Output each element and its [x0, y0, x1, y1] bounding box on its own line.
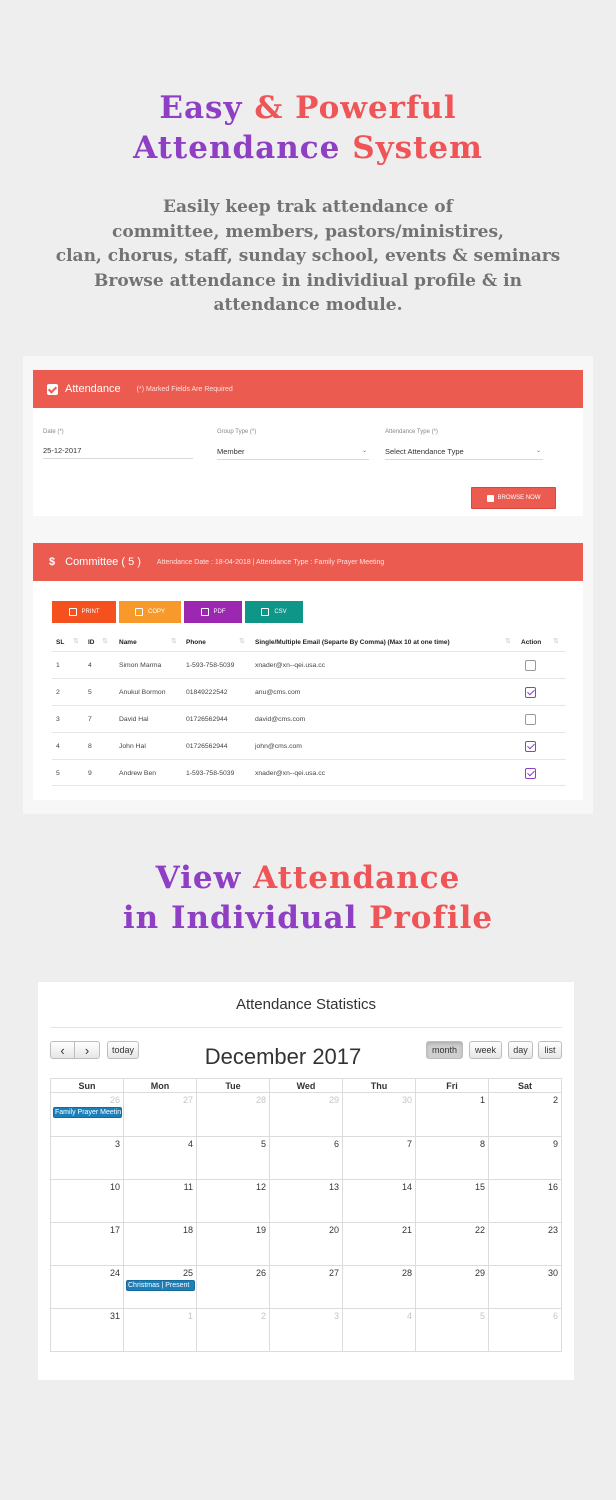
dollar-icon: $: [49, 556, 56, 568]
calendar-day[interactable]: [196, 1309, 269, 1351]
pdf-file-icon: [201, 608, 209, 616]
hero-heading-line1: [0, 88, 616, 128]
day-number: 28: [401, 1268, 412, 1278]
cell-sl: 5: [56, 770, 60, 777]
cell-name: Anukul Bormon: [119, 689, 166, 696]
day-number: 20: [328, 1225, 339, 1235]
day-number: 11: [183, 1182, 193, 1192]
calendar-day[interactable]: [269, 1266, 342, 1308]
day-number: 27: [182, 1095, 193, 1105]
calendar-day[interactable]: [123, 1137, 196, 1179]
weekday-label: Fri: [415, 1079, 488, 1092]
weekday-label: Sat: [488, 1079, 561, 1092]
calendar-week: [51, 1308, 561, 1351]
button-label: CSV: [274, 609, 287, 615]
day-number: 26: [255, 1268, 266, 1278]
cell-id: 5: [88, 689, 92, 696]
cell-email: anu@cms.com: [255, 689, 301, 696]
calendar-day[interactable]: [123, 1223, 196, 1265]
calendar-day[interactable]: [415, 1093, 488, 1136]
panel-title: Attendance: [65, 383, 121, 395]
col-header-phone[interactable]: Phone: [186, 639, 206, 646]
calendar-day[interactable]: [415, 1137, 488, 1179]
calendar-title: Attendance Statistics: [235, 996, 377, 1013]
heading-word: System: [352, 130, 483, 166]
group-type-label: Group Type (*): [217, 429, 257, 435]
col-header-name[interactable]: Name: [119, 639, 137, 646]
calendar-day[interactable]: [342, 1180, 415, 1222]
calendar-day[interactable]: [123, 1266, 196, 1308]
cell-email: david@cms.com: [255, 716, 306, 723]
calendar-day[interactable]: [51, 1266, 123, 1308]
attendance-type-value: Select Attendance Type: [385, 447, 464, 456]
browse-now-button[interactable]: [471, 487, 556, 509]
day-number: 21: [401, 1225, 412, 1235]
calendar-day[interactable]: [342, 1223, 415, 1265]
calendar-day[interactable]: [196, 1180, 269, 1222]
hero-heading-line2: [0, 128, 616, 168]
weekday-label: Thu: [342, 1079, 415, 1092]
attendance-checkbox[interactable]: [525, 714, 536, 725]
profile-heading-line1: [0, 858, 616, 898]
chevron-down-icon: ⌄: [361, 448, 367, 454]
cell-phone: 1-593-758-5039: [186, 662, 235, 669]
day-number: 30: [547, 1268, 558, 1278]
button-label: day: [513, 1045, 528, 1055]
cell-name: Andrew Ben: [119, 770, 157, 777]
calendar-day[interactable]: [51, 1093, 123, 1136]
cell-sl: 3: [56, 716, 60, 723]
weekday-label: Mon: [123, 1079, 196, 1092]
calendar-event[interactable]: Christmas | Present: [126, 1280, 195, 1291]
cell-phone: 01726562944: [186, 743, 228, 750]
day-number: 22: [474, 1225, 485, 1235]
pdf-button[interactable]: [184, 601, 242, 623]
day-number: 26: [109, 1095, 120, 1105]
calendar-day[interactable]: [488, 1223, 561, 1265]
divider: [50, 1027, 562, 1028]
sort-icon[interactable]: ⇅: [553, 638, 559, 645]
calendar-day[interactable]: [51, 1180, 123, 1222]
calendar-day[interactable]: [415, 1266, 488, 1308]
copy-icon: [135, 608, 143, 616]
button-label: today: [111, 1045, 135, 1055]
day-number: 19: [255, 1225, 266, 1235]
calendar-day[interactable]: [51, 1223, 123, 1265]
day-number: 9: [552, 1139, 558, 1149]
button-label: month: [431, 1045, 457, 1055]
group-type-value: Member: [217, 447, 245, 456]
day-number: 3: [333, 1311, 339, 1321]
day-view-button[interactable]: [508, 1041, 533, 1059]
day-number: 1: [187, 1311, 193, 1321]
checklist-icon: [47, 384, 58, 395]
weekday-header: [51, 1079, 561, 1093]
printer-icon: [69, 608, 77, 616]
print-button[interactable]: [52, 601, 116, 623]
sort-icon[interactable]: ⇅: [73, 638, 79, 645]
table-row: [52, 732, 566, 759]
intro-text: [0, 195, 616, 318]
attendance-checkbox[interactable]: [525, 660, 536, 671]
calendar-day[interactable]: [196, 1137, 269, 1179]
heading-word: Attendance: [253, 860, 461, 896]
attendance-statistics-card: [38, 982, 574, 1380]
date-input[interactable]: [43, 446, 193, 459]
attendance-form-card: [33, 370, 583, 516]
calendar-day[interactable]: [342, 1309, 415, 1351]
date-label: Date (*): [43, 429, 64, 435]
calendar-day[interactable]: [123, 1180, 196, 1222]
calendar-day[interactable]: [415, 1180, 488, 1222]
heading-word: Profile: [369, 900, 494, 936]
attendance-checkbox[interactable]: [525, 768, 536, 779]
day-number: 18: [182, 1225, 193, 1235]
weekday-label: Wed: [269, 1079, 342, 1092]
heading-word: in Individual: [122, 900, 358, 936]
cell-name: Simon Marma: [119, 662, 162, 669]
intro-line: clan, chorus, staff, sunday school, events & seminars: [55, 246, 561, 266]
day-number: 5: [260, 1139, 266, 1149]
calendar-week: [51, 1136, 561, 1179]
button-label: COPY: [147, 609, 165, 615]
chevron-down-icon: ⌄: [535, 448, 541, 454]
csv-file-icon: [261, 608, 269, 616]
heading-word: Powerful: [295, 90, 457, 126]
table-row: [52, 759, 566, 786]
day-number: 8: [479, 1139, 485, 1149]
weekday-label: Sun: [78, 1081, 96, 1091]
committee-header: [33, 543, 583, 581]
day-number: 25: [182, 1268, 193, 1278]
day-number: 2: [260, 1311, 266, 1321]
col-header-email[interactable]: Single/Multiple Email (Separte By Comma) (Max 10 at one time): [255, 639, 450, 646]
col-header-id[interactable]: ID: [88, 639, 95, 646]
table-row: [52, 705, 566, 732]
calendar-day[interactable]: [488, 1309, 561, 1351]
day-number: 24: [109, 1268, 120, 1278]
intro-line: Browse attendance in individiual profile & in: [94, 270, 522, 291]
copy-button[interactable]: [119, 601, 181, 623]
calendar-day[interactable]: [342, 1093, 415, 1136]
day-number: 13: [328, 1182, 339, 1192]
calendar-day[interactable]: [269, 1137, 342, 1179]
button-label: week: [474, 1045, 496, 1055]
day-number: 27: [328, 1268, 339, 1278]
calendar-day[interactable]: [488, 1137, 561, 1179]
day-number: 12: [255, 1182, 266, 1192]
day-number: 31: [109, 1311, 120, 1321]
cell-id: 8: [88, 743, 92, 750]
day-number: 28: [255, 1095, 266, 1105]
chevron-left-icon: ‹: [60, 1042, 65, 1058]
calendar-day[interactable]: [488, 1266, 561, 1308]
day-number: 14: [401, 1182, 412, 1192]
cell-email: john@cms.com: [255, 743, 302, 750]
panel-title: Committee ( 5 ): [65, 556, 141, 568]
day-number: 29: [474, 1268, 485, 1278]
button-label: list: [544, 1045, 556, 1055]
heading-word: Easy: [159, 90, 243, 126]
committee-card: [33, 543, 583, 800]
heading-word: Attendance: [133, 130, 341, 166]
calendar-day[interactable]: [488, 1093, 561, 1136]
intro-line: attendance module.: [213, 295, 403, 315]
month-view-button[interactable]: [426, 1041, 463, 1059]
heading-word: View: [155, 860, 242, 896]
calendar-grid: [50, 1078, 562, 1352]
col-header-action[interactable]: Action: [521, 639, 542, 646]
calendar-day[interactable]: [342, 1266, 415, 1308]
calendar-day[interactable]: [269, 1093, 342, 1136]
calendar-day[interactable]: [123, 1093, 196, 1136]
calendar-day[interactable]: [51, 1137, 123, 1179]
table-row: [52, 651, 566, 678]
calendar-day[interactable]: [488, 1180, 561, 1222]
day-number: 23: [547, 1225, 558, 1235]
day-number: 4: [187, 1139, 193, 1149]
button-label: PDF: [213, 609, 226, 615]
cell-sl: 2: [56, 689, 60, 696]
attendance-meta: Attendance Date : 18-04-2018 | Attendance Type : Family Prayer Meeting: [156, 558, 385, 566]
cell-id: 9: [88, 770, 92, 777]
calendar-week: [51, 1093, 561, 1136]
cell-name: John Hal: [119, 743, 146, 750]
calendar-day[interactable]: [269, 1223, 342, 1265]
day-number: 30: [401, 1095, 412, 1105]
day-number: 10: [109, 1182, 120, 1192]
day-number: 17: [109, 1225, 120, 1235]
intro-line: Easily keep trak attendance of: [163, 197, 453, 217]
table-row: [52, 678, 566, 705]
attendance-type-label: Attendance Type (*): [385, 429, 438, 435]
button-label: PRINT: [81, 609, 100, 615]
calendar-week: [51, 1222, 561, 1265]
cell-email: xnader@xn--qei.usa.cc: [255, 662, 325, 669]
cell-id: 4: [88, 662, 92, 669]
calendar-event[interactable]: Family Prayer Meetin: [55, 1109, 122, 1116]
day-number: 29: [328, 1095, 339, 1105]
attendance-checkbox[interactable]: [525, 687, 536, 698]
group-type-select[interactable]: [217, 447, 369, 460]
day-number: 1: [479, 1095, 485, 1105]
calendar-day[interactable]: [196, 1266, 269, 1308]
calendar-weeks: [51, 1093, 561, 1351]
list-view-button[interactable]: [538, 1041, 562, 1059]
cell-name: David Hal: [119, 716, 149, 723]
heading-word: &: [254, 90, 284, 126]
attendance-form-header: [33, 370, 583, 408]
calendar-day[interactable]: [123, 1309, 196, 1351]
day-number: 2: [552, 1095, 558, 1105]
cell-email: xnader@xn--qei.usa.cc: [255, 770, 325, 777]
day-number: 6: [333, 1139, 339, 1149]
sort-icon[interactable]: ⇅: [505, 638, 511, 645]
sort-icon[interactable]: ⇅: [239, 638, 245, 645]
calendar-week: [51, 1179, 561, 1222]
cell-phone: 01726562944: [186, 716, 228, 723]
day-number: 16: [547, 1182, 558, 1192]
day-number: 6: [552, 1311, 558, 1321]
cell-sl: 4: [56, 743, 60, 750]
weekday-label: Tue: [196, 1079, 269, 1092]
required-note: (*) Marked Fields Are Required: [136, 385, 233, 393]
csv-button[interactable]: [245, 601, 303, 623]
day-number: 7: [406, 1139, 412, 1149]
attendance-type-select[interactable]: [385, 447, 543, 460]
calendar-month-title: December 2017: [204, 1044, 362, 1069]
day-number: 4: [406, 1311, 412, 1321]
checklist-icon: [487, 495, 494, 502]
date-value: 25-12-2017: [43, 446, 82, 455]
attendance-checkbox[interactable]: [525, 741, 536, 752]
calendar-day[interactable]: [415, 1309, 488, 1351]
sort-icon[interactable]: ⇅: [171, 638, 177, 645]
cell-id: 7: [88, 716, 92, 723]
day-number: 15: [474, 1182, 485, 1192]
week-view-button[interactable]: [469, 1041, 502, 1059]
sort-icon[interactable]: ⇅: [102, 638, 108, 645]
cell-phone: 1-593-758-5039: [186, 770, 235, 777]
calendar-day[interactable]: [342, 1137, 415, 1179]
calendar-day[interactable]: [269, 1309, 342, 1351]
day-number: 5: [479, 1311, 485, 1321]
chevron-right-icon: ›: [84, 1042, 90, 1058]
cell-phone: 01849222542: [186, 689, 228, 696]
cell-sl: 1: [56, 662, 60, 669]
col-header-sl[interactable]: SL: [56, 639, 65, 646]
calendar-day[interactable]: [196, 1223, 269, 1265]
profile-heading-line2: [0, 898, 616, 938]
calendar-day[interactable]: [196, 1093, 269, 1136]
calendar-week: [51, 1265, 561, 1308]
calendar-day[interactable]: [415, 1223, 488, 1265]
button-label: BROWSE NOW: [497, 495, 541, 501]
intro-line: committee, members, pastors/ministires,: [112, 221, 504, 242]
calendar-day[interactable]: [269, 1180, 342, 1222]
day-number: 3: [114, 1139, 120, 1149]
calendar-day[interactable]: [51, 1309, 123, 1351]
